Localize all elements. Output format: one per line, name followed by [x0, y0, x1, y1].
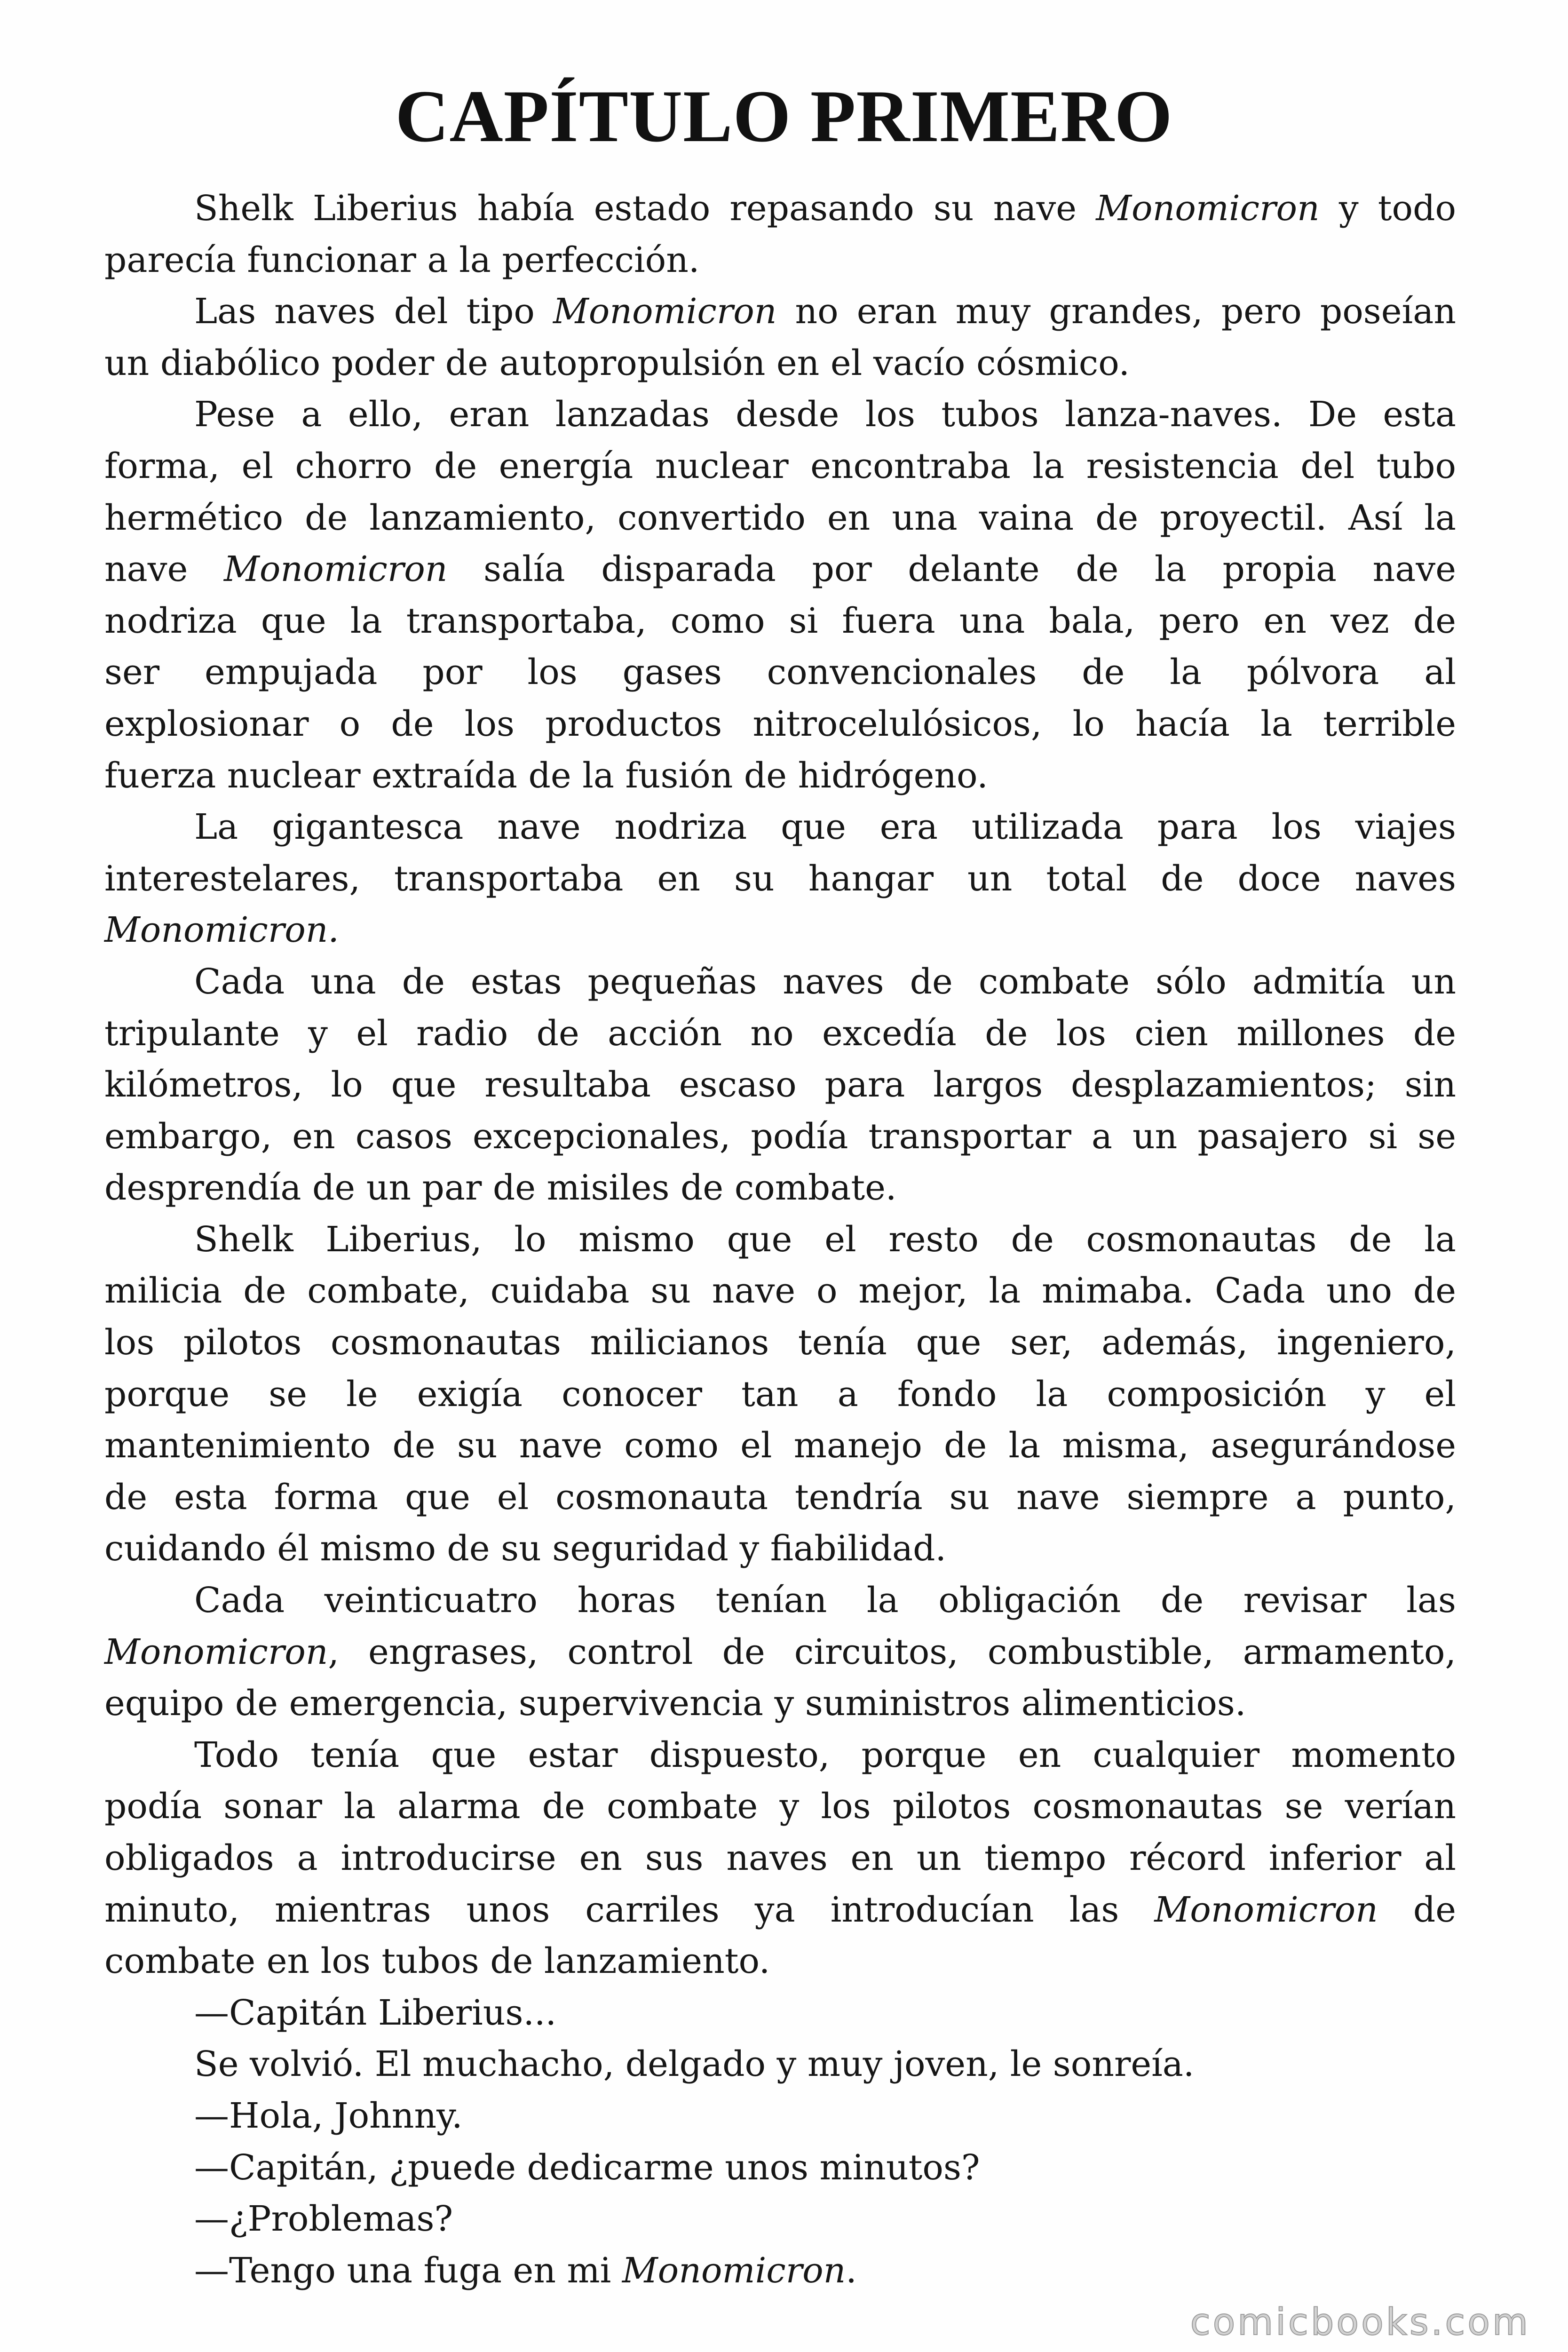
text-run: kilómetros, lo que resultaba escaso para largos desplazamientos; sin — [104, 1065, 1456, 1105]
watermark-text: comicbooks.com — [1190, 2301, 1530, 2344]
text-run: salía disparada por delante de la propia nave — [447, 549, 1456, 590]
paragraph — [104, 2142, 1456, 2194]
text-run: explosionar o de los productos nitrocelulósicos, lo hacía la terrible — [104, 703, 1456, 744]
text-run: , engrases, control de circuitos, combustible, armamento, — [328, 1631, 1456, 1672]
text-run: embargo, en casos excepcionales, podía transportar a un pasajero si se — [104, 1116, 1456, 1157]
text-run: —¿Problemas? — [194, 2199, 453, 2240]
text-line — [104, 2039, 1456, 2090]
text-line — [104, 1884, 1456, 1936]
text-run: —Capitán Liberius... — [194, 1992, 557, 2033]
text-line — [104, 1420, 1456, 1472]
text-run: de — [1378, 1889, 1457, 1930]
text-line — [104, 286, 1456, 338]
text-run: Cada veinticuatro horas tenían la obligación de revisar las — [194, 1580, 1456, 1621]
text-run: . — [846, 2250, 857, 2291]
text-line — [104, 1781, 1456, 1833]
text-run: nodriza que la transportaba, como si fuera una bala, pero en vez de — [104, 600, 1456, 641]
paragraph — [104, 2245, 1456, 2297]
text-run: Pese a ello, eran lanzadas desde los tubos lanza-naves. De esta — [194, 394, 1456, 435]
text-line — [104, 750, 1456, 802]
text-line — [104, 802, 1456, 853]
text-run: Todo tenía que estar dispuesto, porque en cualquier momento — [194, 1734, 1456, 1775]
italic-text-run: Monomicron — [104, 1631, 328, 1672]
text-line — [104, 1059, 1456, 1111]
text-line — [104, 1472, 1456, 1524]
text-line — [104, 2090, 1456, 2142]
paragraph — [104, 1214, 1456, 1575]
text-line — [104, 2193, 1456, 2245]
text-line — [104, 2142, 1456, 2194]
text-line — [104, 1936, 1456, 1987]
paragraph — [104, 1730, 1456, 1987]
chapter-body — [104, 183, 1456, 2296]
text-run: obligados a introducirse en sus naves en un tiempo récord inferior al — [104, 1838, 1456, 1878]
paragraph — [104, 2090, 1456, 2142]
text-run: cuidando él mismo de su seguridad y fiabilidad. — [104, 1528, 947, 1569]
text-run: no eran muy grandes, pero poseían — [776, 291, 1456, 332]
text-line — [104, 235, 1456, 286]
italic-text-run: Monomicron — [622, 2250, 846, 2291]
text-line — [104, 1162, 1456, 1214]
text-run: interestelares, transportaba en su hangar un total de doce naves — [104, 858, 1456, 899]
text-line — [104, 1265, 1456, 1317]
italic-text-run: Monomicron — [1154, 1889, 1378, 1930]
text-line — [104, 905, 1456, 956]
text-run: y todo — [1319, 188, 1456, 229]
paragraph — [104, 2039, 1456, 2090]
chapter-title: CAPÍTULO PRIMERO — [395, 75, 1173, 158]
text-line — [104, 699, 1456, 750]
text-line — [104, 1111, 1456, 1163]
text-run: Shelk Liberius había estado repasando su nave — [194, 188, 1096, 229]
text-run: La gigantesca nave nodriza que era utilizada para los viajes — [194, 807, 1456, 848]
text-line — [104, 1008, 1456, 1060]
text-run: mantenimiento de su nave como el manejo de la misma, asegurándose — [104, 1425, 1456, 1466]
text-line — [104, 1317, 1456, 1369]
paragraph — [104, 389, 1456, 802]
text-run: Cada una de estas pequeñas naves de combate sólo admitía un — [194, 961, 1456, 1002]
text-run: desprendía de un par de misiles de combate. — [104, 1168, 897, 1208]
paragraph — [104, 956, 1456, 1214]
italic-text-run: Monomicron — [553, 291, 777, 332]
text-run: tripulante y el radio de acción no excedía de los cien millones de — [104, 1013, 1456, 1054]
text-run: milicia de combate, cuidaba su nave o mejor, la mimaba. Cada uno de — [104, 1271, 1456, 1311]
text-line — [104, 647, 1456, 699]
text-line — [104, 544, 1456, 596]
text-line — [104, 1730, 1456, 1781]
text-line — [104, 389, 1456, 441]
text-run: podía sonar la alarma de combate y los pilotos cosmonautas se verían — [104, 1786, 1456, 1827]
text-run: —Hola, Johnny. — [194, 2095, 463, 2136]
text-line — [104, 956, 1456, 1008]
text-run: nave — [104, 549, 224, 590]
text-run: ser empujada por los gases convencionales de la pólvora al — [104, 652, 1456, 693]
text-run: parecía funcionar a la perfección. — [104, 239, 700, 280]
italic-text-run: Monomicron. — [104, 910, 339, 951]
text-line — [104, 338, 1456, 389]
text-line — [104, 1627, 1456, 1678]
text-run: —Capitán, ¿puede dedicarme unos minutos? — [194, 2147, 980, 2188]
text-run: combate en los tubos de lanzamiento. — [104, 1941, 770, 1982]
text-run: Las naves del tipo — [194, 291, 553, 332]
text-line — [104, 441, 1456, 493]
text-run: Shelk Liberius, lo mismo que el resto de cosmonautas de la — [194, 1219, 1456, 1260]
text-line — [104, 183, 1456, 235]
text-run: de esta forma que el cosmonauta tendría su nave siempre a punto, — [104, 1477, 1456, 1518]
text-line — [104, 1214, 1456, 1266]
text-run: porque se le exigía conocer tan a fondo la composición y el — [104, 1374, 1456, 1414]
text-line — [104, 1833, 1456, 1884]
text-line — [104, 2245, 1456, 2297]
text-run: minuto, mientras unos carriles ya introducían las — [104, 1889, 1155, 1930]
text-run: hermético de lanzamiento, convertido en una vaina de proyectil. Así la — [104, 497, 1456, 538]
text-run: los pilotos cosmonautas milicianos tenía que ser, además, ingeniero, — [104, 1322, 1456, 1363]
text-run: forma, el chorro de energía nuclear encontraba la resistencia del tubo — [104, 445, 1456, 486]
text-line — [104, 1575, 1456, 1627]
text-line — [104, 1987, 1456, 2039]
text-run: un diabólico poder de autopropulsión en el vacío cósmico. — [104, 342, 1130, 383]
text-line — [104, 596, 1456, 647]
text-run: equipo de emergencia, supervivencia y suministros alimenticios. — [104, 1683, 1246, 1724]
italic-text-run: Monomicron — [224, 549, 448, 590]
paragraph — [104, 802, 1456, 956]
text-run: Se volvió. El muchacho, delgado y muy joven, le sonreía. — [194, 2044, 1195, 2085]
paragraph — [104, 183, 1456, 286]
paragraph — [104, 1987, 1456, 2039]
paragraph — [104, 2193, 1456, 2245]
text-line — [104, 1678, 1456, 1730]
paragraph — [104, 1575, 1456, 1730]
text-line — [104, 853, 1456, 905]
text-run: —Tengo una fuga en mi — [194, 2250, 622, 2291]
text-line — [104, 493, 1456, 544]
italic-text-run: Monomicron — [1096, 188, 1320, 229]
text-line — [104, 1369, 1456, 1421]
text-line — [104, 1523, 1456, 1575]
text-run: fuerza nuclear extraída de la fusión de hidrógeno. — [104, 755, 988, 796]
paragraph — [104, 286, 1456, 389]
